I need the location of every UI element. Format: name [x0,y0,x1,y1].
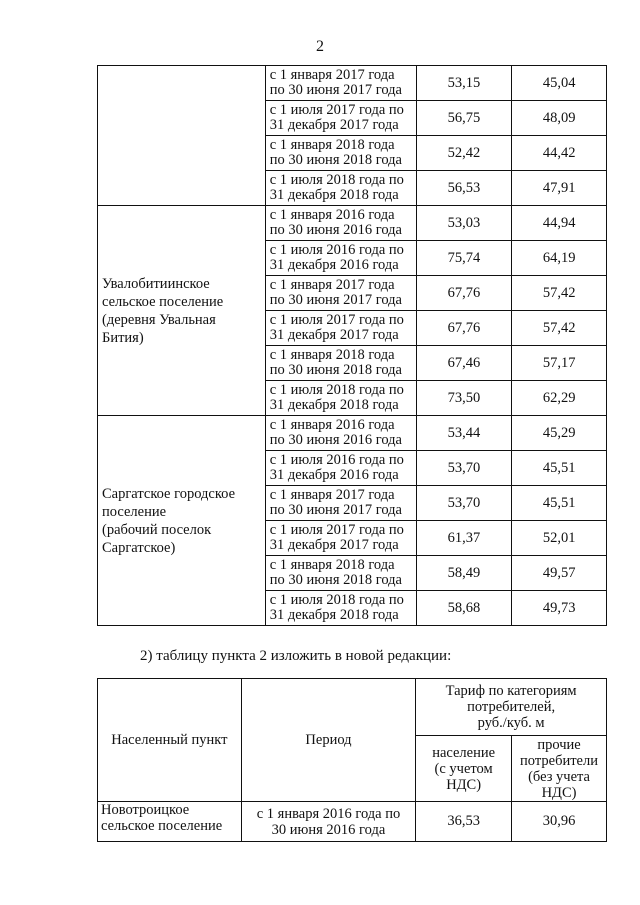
other-value: 49,57 [512,556,607,591]
period-cell: с 1 января 2016 года по 30 июня 2016 года [265,206,416,241]
period-cell: с 1 июля 2016 года по 31 декабря 2016 года [265,451,416,486]
population-value: 58,68 [416,591,512,626]
period-cell: с 1 июля 2018 года по 31 декабря 2018 года [265,591,416,626]
population-value: 53,44 [416,416,512,451]
population-value: 56,53 [416,171,512,206]
population-value: 53,70 [416,451,512,486]
population-value: 56,75 [416,101,512,136]
other-value: 57,42 [512,311,607,346]
other-value: 48,09 [512,101,607,136]
page-number: 2 [316,38,324,55]
population-value: 52,42 [416,136,512,171]
population-value: 67,76 [416,311,512,346]
period-cell: с 1 января 2017 года по 30 июня 2017 года [265,486,416,521]
other-value: 45,29 [512,416,607,451]
header-period: Период [241,679,415,802]
tariff-table-new [97,678,607,842]
other-value: 45,51 [512,486,607,521]
population-value: 67,76 [416,276,512,311]
period-cell: с 1 июля 2017 года по 31 декабря 2017 года [265,311,416,346]
other-value: 47,91 [512,171,607,206]
other-value: 52,01 [512,521,607,556]
other-value: 57,17 [512,346,607,381]
settlement-cell: Увалобитиинское сельское поселение (деревня Увальная Бития) [98,206,266,416]
period-cell: с 1 января 2018 года по 30 июня 2018 года [265,556,416,591]
period-cell: с 1 января 2018 года по 30 июня 2018 года [265,136,416,171]
tariff-table-continued [97,65,607,626]
period-cell: с 1 июля 2018 года по 31 декабря 2018 года [265,381,416,416]
population-value: 36,53 [416,802,512,842]
other-value: 45,51 [512,451,607,486]
table-row [98,206,607,241]
period-cell: с 1 января 2016 года по 30 июня 2016 года [241,802,415,842]
other-value: 57,42 [512,276,607,311]
settlement-cell: Новотроицкое сельское поселение [98,802,242,842]
population-value: 73,50 [416,381,512,416]
period-cell: с 1 января 2018 года по 30 июня 2018 года [265,346,416,381]
population-value: 58,49 [416,556,512,591]
table-row [98,416,607,451]
population-value: 61,37 [416,521,512,556]
period-cell: с 1 июля 2017 года по 31 декабря 2017 года [265,521,416,556]
population-value: 75,74 [416,241,512,276]
period-cell: с 1 июля 2017 года по 31 декабря 2017 года [265,101,416,136]
population-value: 53,03 [416,206,512,241]
population-value: 53,70 [416,486,512,521]
other-value: 62,29 [512,381,607,416]
other-value: 30,96 [512,802,607,842]
other-value: 44,94 [512,206,607,241]
period-cell: с 1 января 2017 года по 30 июня 2017 года [265,66,416,101]
period-cell: с 1 июля 2016 года по 31 декабря 2016 года [265,241,416,276]
period-cell: с 1 июля 2018 года по 31 декабря 2018 года [265,171,416,206]
table-row [98,66,607,101]
other-value: 64,19 [512,241,607,276]
header-population: население (с учетом НДС) [416,736,512,802]
settlement-cell: Саргатское городское поселение (рабочий поселок Саргатское) [98,416,266,626]
other-value: 45,04 [512,66,607,101]
header-tariff: Тариф по категориям потребителей, руб./куб. м [416,679,607,736]
other-value: 49,73 [512,591,607,626]
population-value: 53,15 [416,66,512,101]
header-settlement: Населенный пункт [98,679,242,802]
other-value: 44,42 [512,136,607,171]
amendment-note: 2) таблицу пункта 2 изложить в новой редакции: [140,648,452,664]
population-value: 67,46 [416,346,512,381]
period-cell: с 1 января 2017 года по 30 июня 2017 года [265,276,416,311]
settlement-cell [98,66,266,206]
header-other-consumers: прочие потребители (без учета НДС) [512,736,607,802]
period-cell: с 1 января 2016 года по 30 июня 2016 года [265,416,416,451]
